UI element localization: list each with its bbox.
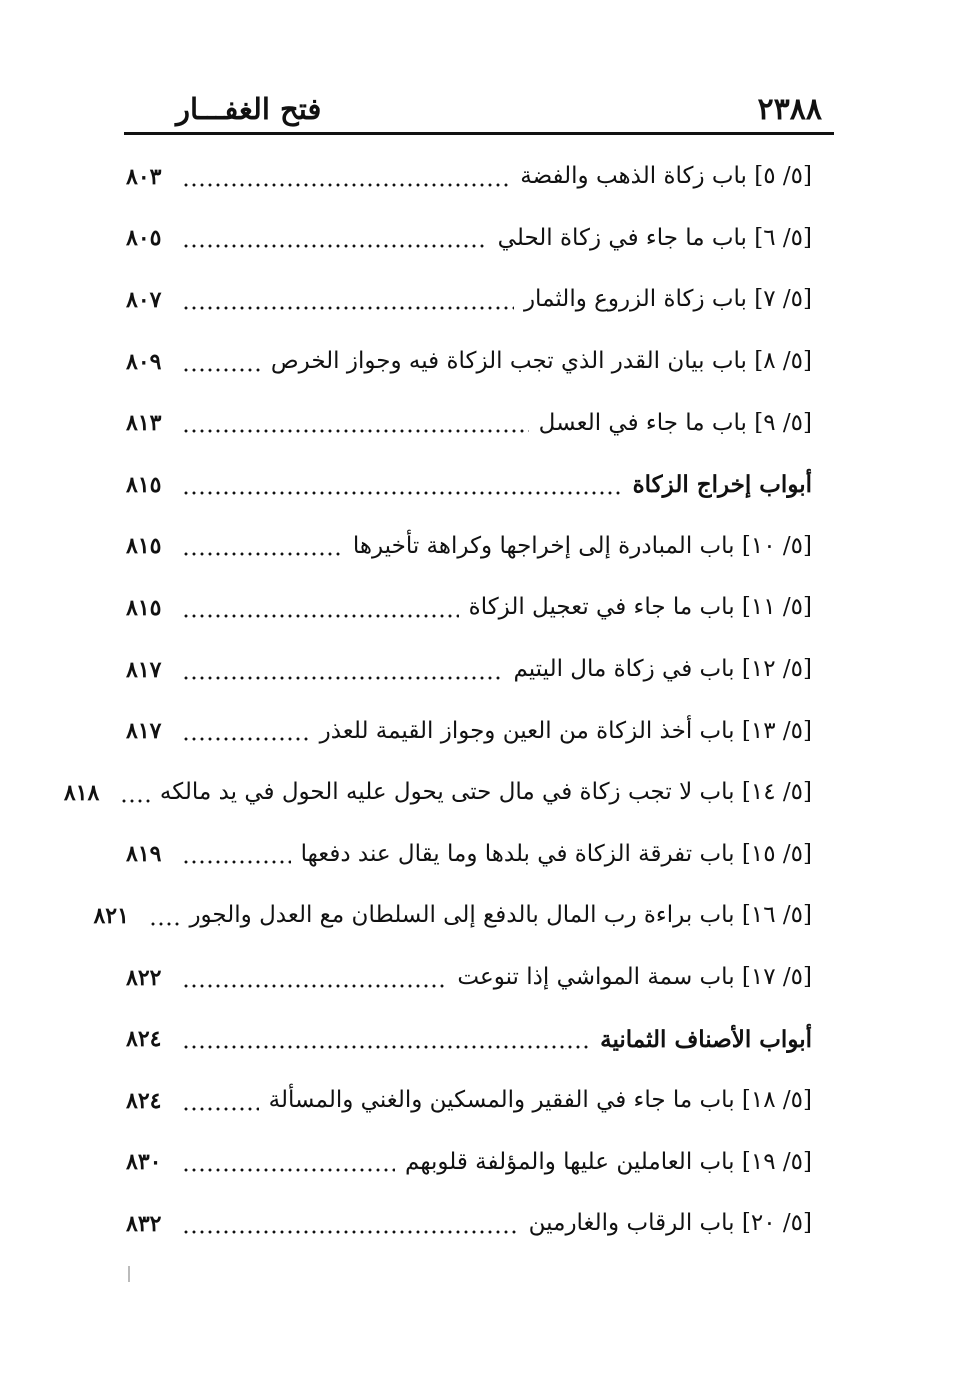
toc-entry-page: ٨٢٢	[126, 964, 162, 991]
dot-leader	[182, 368, 261, 372]
toc-entry-label: [٥/ ١٨] باب ما جاء في الفقير والمسكين والغني والمسألة	[268, 1087, 812, 1114]
toc-entry	[126, 146, 812, 208]
dot-leader	[182, 306, 514, 310]
toc-entry-label: [٥/ ٥] باب زكاة الذهب والفضة	[520, 163, 812, 190]
toc-entry-label: [٥/ ٦] باب ما جاء في زكاة الحلي	[497, 224, 812, 251]
dot-leader	[182, 244, 488, 248]
toc-entry	[126, 392, 812, 454]
toc-entry-label: [٥/ ١٣] باب أخذ الزكاة من العين وجواز القيمة للعذر	[319, 717, 812, 744]
dot-leader	[182, 491, 623, 495]
toc-entry-page: ٨٣٢	[126, 1210, 162, 1237]
toc-entry	[126, 639, 812, 701]
toc-section-heading	[126, 1008, 812, 1070]
toc-entry	[126, 1070, 812, 1132]
toc-entry	[126, 577, 812, 639]
page-header	[124, 88, 834, 132]
toc-entry	[126, 1193, 812, 1255]
toc-entry-label: [٥/ ٢٠] باب الرقاب والغارمين	[528, 1210, 812, 1237]
toc-section-heading	[126, 454, 812, 516]
toc-entry-label: أبواب إخراج الزكاة	[632, 471, 812, 499]
toc-entry-page: ٨٠٥	[126, 225, 162, 252]
header-rule	[124, 132, 834, 135]
toc-entry-page: ٨١٥	[126, 533, 162, 560]
dot-leader	[182, 552, 343, 556]
toc-entry	[126, 1132, 812, 1194]
toc-entry-page: ٨٢٤	[126, 1026, 162, 1053]
dot-leader	[182, 737, 310, 741]
toc-entry-page: ٨١٥	[126, 594, 162, 621]
toc-entry-page: ٨١٥	[126, 471, 162, 498]
dot-leader	[182, 676, 503, 680]
toc-entry-label: [٥/ ١٩] باب العاملين عليها والمؤلفة قلوبهم	[405, 1148, 812, 1175]
dot-leader	[182, 183, 510, 187]
margin-mark	[128, 1266, 130, 1282]
toc-entry-page: ٨٠٣	[126, 163, 162, 190]
toc-entry	[126, 700, 812, 762]
toc-entry-label: [٥/ ١١] باب ما جاء في تعجيل الزكاة	[468, 594, 812, 621]
toc-entry-page: ٨٢٤	[126, 1087, 162, 1114]
dot-leader	[182, 1168, 395, 1172]
toc-entry-label: [٥/ ١٦] باب براءة رب المال بالدفع إلى السلطان مع العدل والجور	[189, 902, 812, 929]
dot-leader	[182, 429, 529, 433]
toc-entry	[126, 208, 812, 270]
toc-entry-page: ٨١٧	[126, 718, 162, 745]
dot-leader	[182, 860, 291, 864]
toc-entry	[126, 947, 812, 1009]
toc-entry-page: ٨٣٠	[126, 1149, 162, 1176]
toc-entry-label: [٥/ ٩] باب ما جاء في العسل	[538, 409, 812, 436]
dot-leader	[149, 922, 179, 926]
toc-entry	[126, 269, 812, 331]
toc-entry-page: ٨١٩	[126, 841, 162, 868]
page-number: ٢٣٨٨	[757, 92, 822, 127]
toc-entry-page: ٨١٨	[63, 779, 100, 806]
dot-leader	[182, 984, 447, 988]
dot-leader	[182, 1045, 590, 1049]
toc-entry-label: أبواب الأصناف الثمانية	[600, 1025, 812, 1053]
toc-entry-page: ٨٠٧	[126, 286, 162, 313]
book-title: فتح الغفـــار	[176, 92, 322, 126]
toc-entry-page: ٨٢١	[93, 902, 129, 929]
toc-entry-label: [٥/ ١٢] باب في زكاة مال اليتيم	[513, 656, 812, 683]
toc-entry-label: [٥/ ٨] باب بيان القدر الذي تجب الزكاة فيه وجواز الخرص	[270, 348, 812, 375]
dot-leader	[182, 1107, 259, 1111]
toc-entry	[126, 331, 812, 393]
dot-leader	[120, 799, 150, 803]
toc-entry-page: ٨٠٩	[126, 348, 162, 375]
toc-entry-label: [٥/ ١٧] باب سمة المواشي إذا تنوعت	[457, 964, 812, 991]
toc-entry	[63, 762, 812, 824]
toc-entry-page: ٨١٧	[126, 656, 162, 683]
toc-entry	[93, 885, 812, 947]
dot-leader	[182, 614, 459, 618]
table-of-contents	[63, 146, 812, 1255]
toc-entry-label: [٥/ ١٠] باب المبادرة إلى إخراجها وكراهة تأخيرها	[352, 532, 812, 559]
toc-entry-label: [٥/ ١٥] باب تفرقة الزكاة في بلدها وما يقال عند دفعها	[300, 840, 812, 867]
toc-entry-label: [٥/ ١٤] باب لا تجب زكاة في مال حتى يحول عليه الحول في يد مالكه	[159, 779, 812, 806]
toc-entry	[126, 516, 812, 578]
dot-leader	[182, 1230, 519, 1234]
toc-entry	[126, 824, 812, 886]
toc-entry-page: ٨١٣	[126, 410, 162, 437]
toc-entry-label: [٥/ ٧] باب زكاة الزروع والثمار	[523, 286, 812, 313]
